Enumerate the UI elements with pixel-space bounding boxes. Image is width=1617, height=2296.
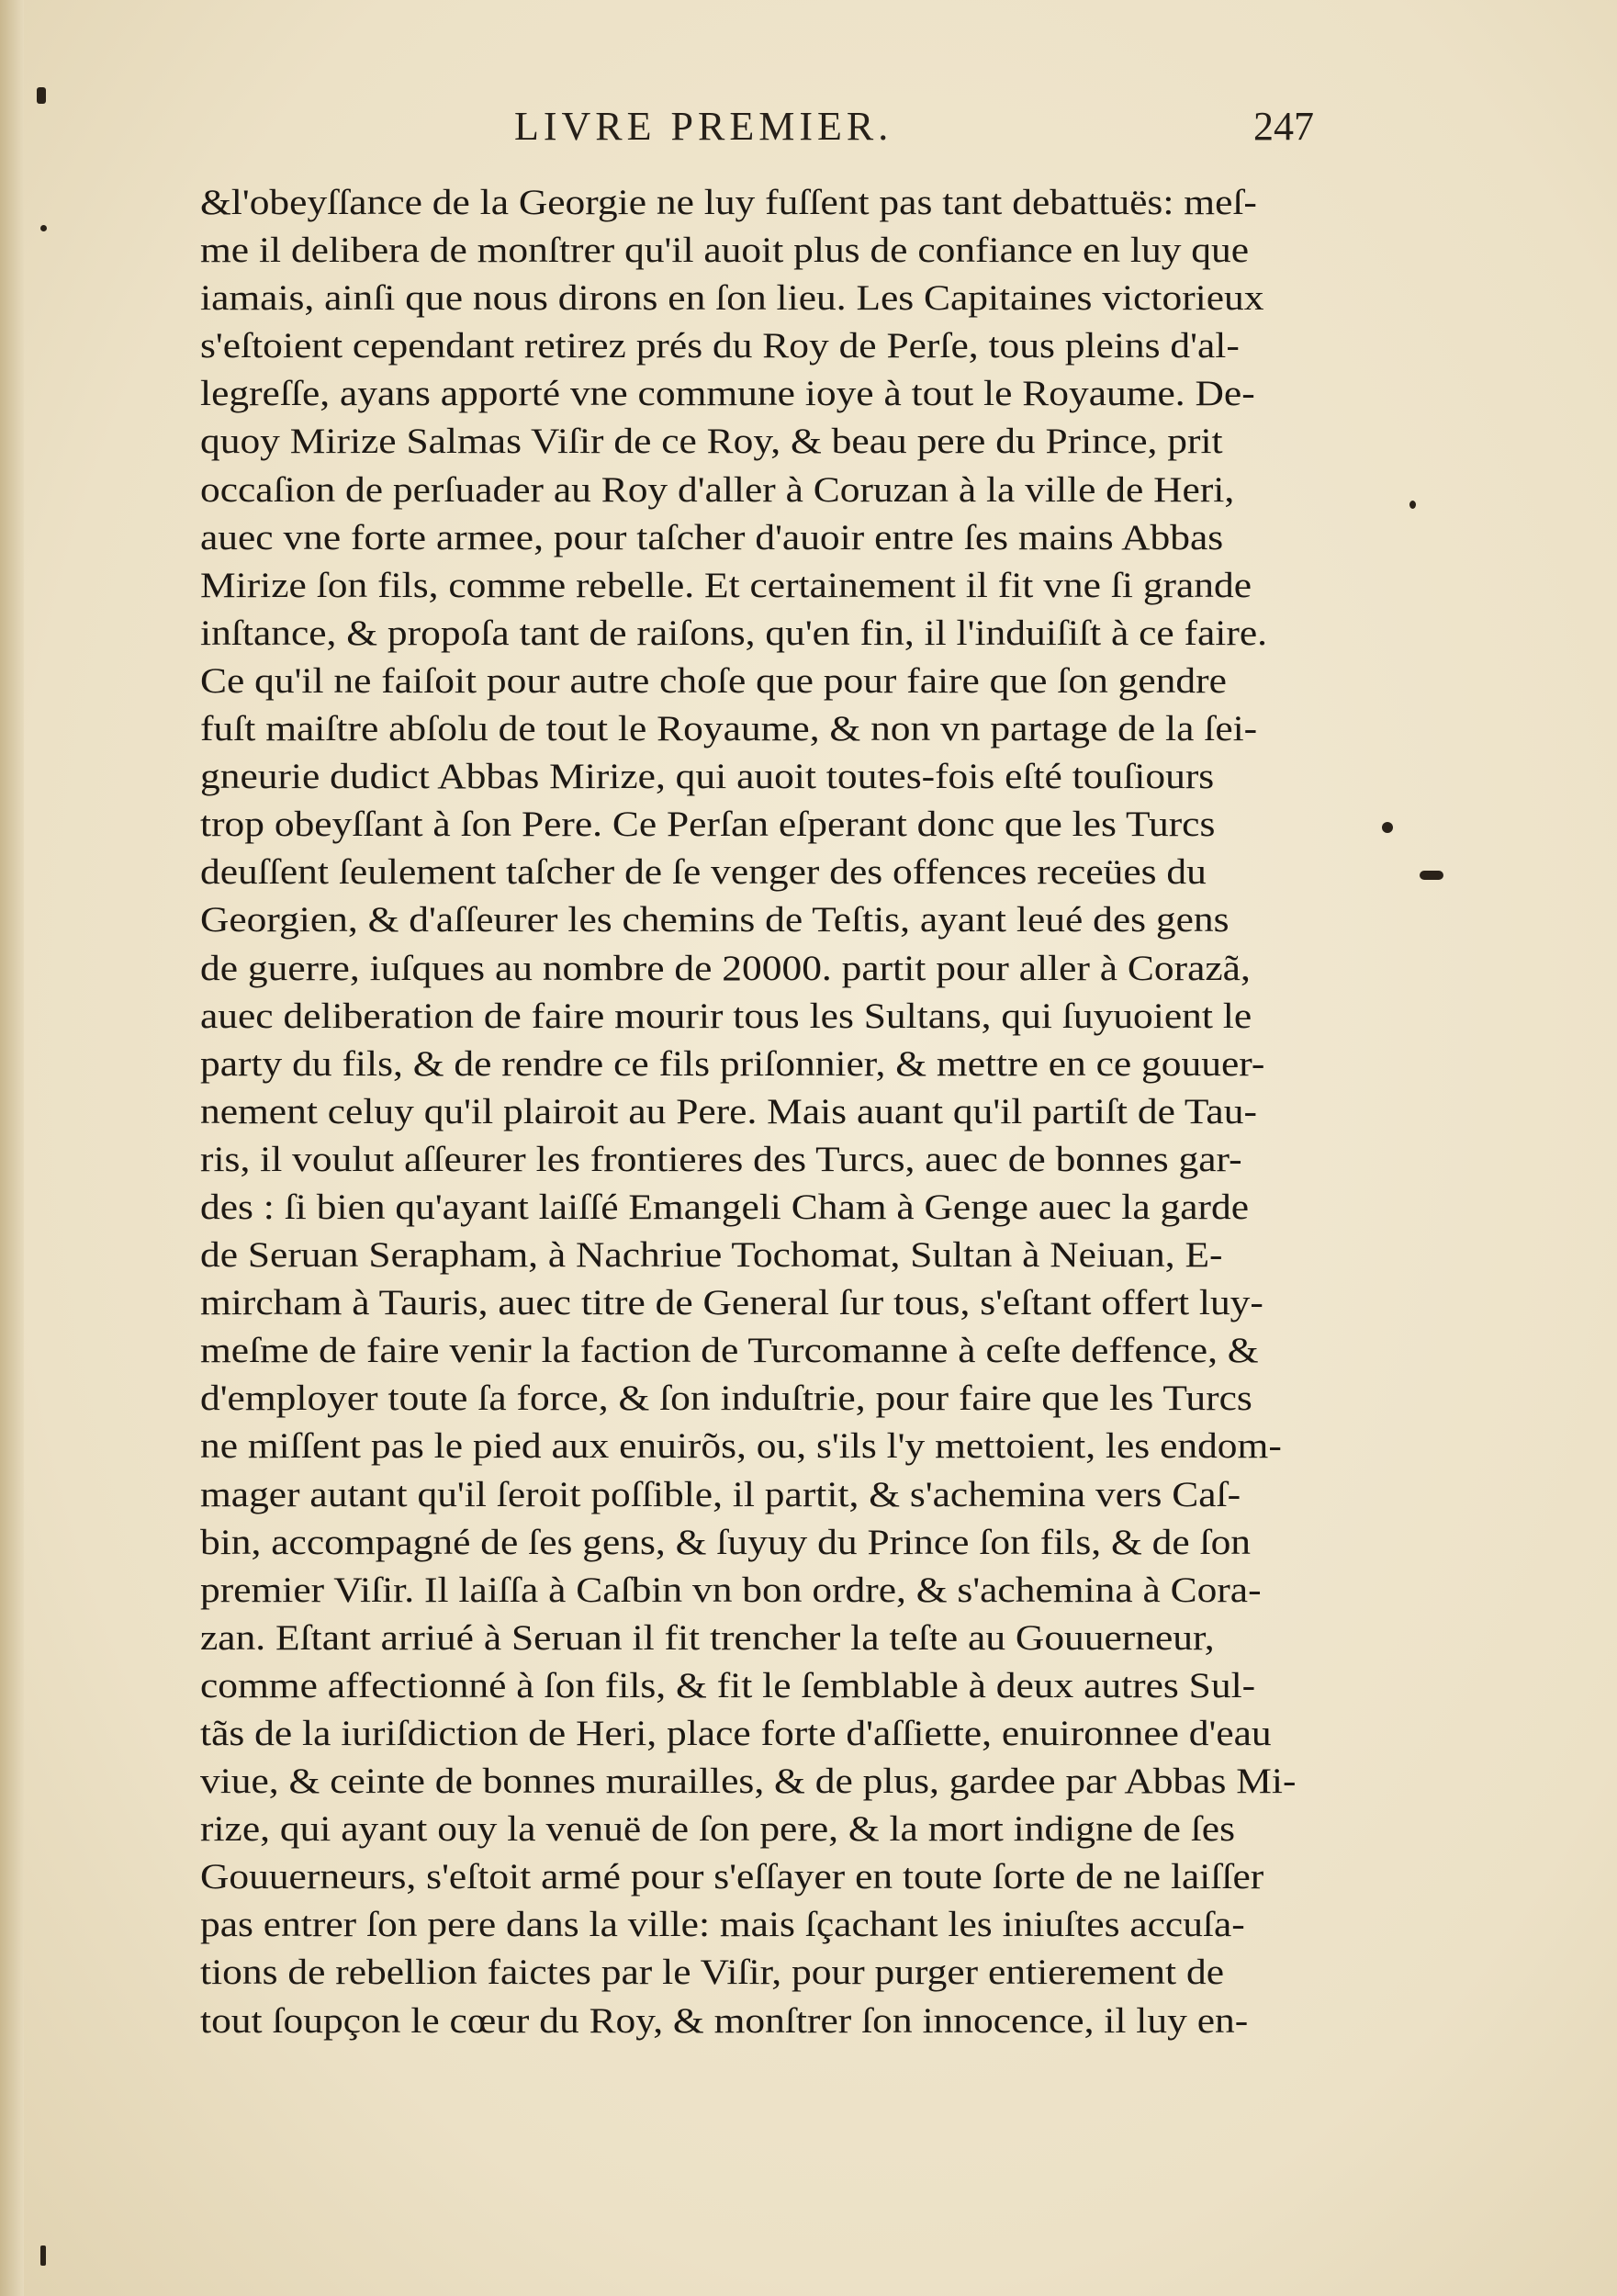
text-line: auec deliberation de faire mourir tous les Sultans, qui ſuyuoient le (200, 996, 1252, 1036)
text-line: iamais, ainſi que nous dirons en ſon lieu. Les Capitaines victorieux (200, 278, 1264, 319)
text-line: ris, il voulut aſſeurer les frontieres des Turcs, auec de bonnes gar- (200, 1139, 1242, 1179)
text-line: mager autant qu'il ſeroit poſſible, il partit, & s'achemina vers Caſ- (200, 1474, 1241, 1514)
text-line: de Seruan Serapham, à Nachriue Tochomat, Sultan à Neiuan, E- (200, 1235, 1223, 1276)
text-line: de guerre, iuſques au nombre de 20000. partit pour aller à Corazã, (200, 948, 1251, 988)
text-line: rize, qui ayant ouy la venuë de ſon pere, & la mort indigne de ſes (200, 1809, 1235, 1850)
text-line: gneurie dudict Abbas Mirize, qui auoit toutes-fois eſté touſiours (200, 757, 1215, 797)
text-line: tãs de la iuriſdiction de Heri, place forte d'aſſiette, enuironnee d'eau (200, 1714, 1272, 1753)
text-line: viue, & ceinte de bonnes murailles, & de plus, gardee par Abbas Mi- (200, 1761, 1297, 1802)
text-line: comme affectionné à ſon fils, & fit le ſemblable à deux autres Sul- (200, 1665, 1256, 1705)
text-line: me il delibera de monſtrer qu'il auoit plus de confiance en luy que (200, 231, 1250, 271)
text-line: trop obeyſſant à ſon Pere. Ce Perſan eſperant donc que les Turcs (200, 805, 1216, 845)
text-line: mircham à Tauris, auec titre de General ſur tous, s'eſtant offert luy- (200, 1283, 1263, 1323)
text-line: premier Viſir. Il laiſſa à Caſbin vn bon ordre, & s'achemina à Cora- (200, 1570, 1262, 1610)
text-line: quoy Mirize Salmas Viſir de ce Roy, & beau pere du Prince, prit (200, 422, 1223, 462)
ink-speck (1382, 822, 1393, 833)
page-number: 247 (1253, 104, 1314, 149)
text-line: &l'obeyſſance de la Georgie ne luy fuſſent pas tant debattuës: meſ- (200, 183, 1257, 222)
text-line: pas entrer ſon pere dans la ville: mais ſçachant les iniuſtes accuſa- (200, 1905, 1245, 1945)
text-line: meſme de faire venir la faction de Turcomanne à ceſte deffence, & (200, 1331, 1259, 1371)
text-line: Georgien, & d'aſſeurer les chemins de Teſtis, ayant leué des gens (200, 900, 1230, 940)
text-line: Mirize ſon fils, comme rebelle. Et certainement il fit vne ſi grande (200, 565, 1252, 605)
text-line: s'eſtoient cependant retirez prés du Roy de Perſe, tous pleins d'al- (200, 326, 1240, 366)
ink-speck (37, 87, 46, 104)
running-head: LIVRE PREMIER. (514, 104, 893, 149)
text-line: legreſſe, ayans apporté vne commune ioye à tout le Royaume. De- (200, 374, 1255, 414)
text-line: des : ſi bien qu'ayant laiſſé Emangeli Cham à Genge auec la garde (200, 1187, 1249, 1227)
text-line: deuſſent ſeulement taſcher de ſe venger des offences receües du (200, 852, 1207, 893)
text-line: zan. Eſtant arriué à Seruan il fit trencher la teſte au Gouuerneur, (200, 1617, 1215, 1658)
text-line: tions de rebellion faictes par le Viſir, pour purger entierement de (200, 1953, 1224, 1993)
binding-gutter (0, 0, 24, 2296)
text-line: bin, accompagné de ſes gens, & ſuyuy du Prince ſon fils, & de ſon (200, 1522, 1252, 1562)
text-line: party du fils, & de rendre ce fils priſonnier, & mettre en ce gouuer- (200, 1043, 1265, 1084)
text-line: auec vne forte armee, pour taſcher d'auoir entre ſes mains Abbas (200, 517, 1224, 557)
text-line: tout ſoupçon le cœur du Roy, & monſtrer ſon innocence, il luy en- (200, 2000, 1249, 2041)
text-line: fuſt maiſtre abſolu de tout le Royaume, & non vn partage de la ſei- (200, 709, 1258, 749)
text-line: Gouuerneurs, s'eſtoit armé pour s'eſſayer en toute ſorte de ne laiſſer (200, 1857, 1264, 1897)
text-line: occaſion de perſuader au Roy d'aller à Coruzan à la ville de Heri, (200, 469, 1235, 510)
text-line: Ce qu'il ne faiſoit pour autre choſe que pour faire que ſon gendre (200, 660, 1227, 701)
ink-speck (1420, 871, 1443, 880)
ink-speck (40, 225, 47, 231)
text-line: nement celuy qu'il plairoit au Pere. Mais auant qu'il partiſt de Tau- (200, 1091, 1257, 1131)
body-text (200, 179, 1398, 2045)
text-line: ne miſſent pas le pied aux enuirõs, ou, s'ils l'y mettoient, les endom- (200, 1426, 1282, 1467)
text-line: d'employer toute ſa force, & ſon induſtrie, pour faire que les Turcs (200, 1379, 1252, 1419)
text-line: inſtance, & propoſa tant de raiſons, qu'en fin, il l'induiſiſt à ce faire. (200, 613, 1267, 653)
ink-speck (40, 2245, 46, 2266)
ink-speck (1409, 501, 1416, 509)
